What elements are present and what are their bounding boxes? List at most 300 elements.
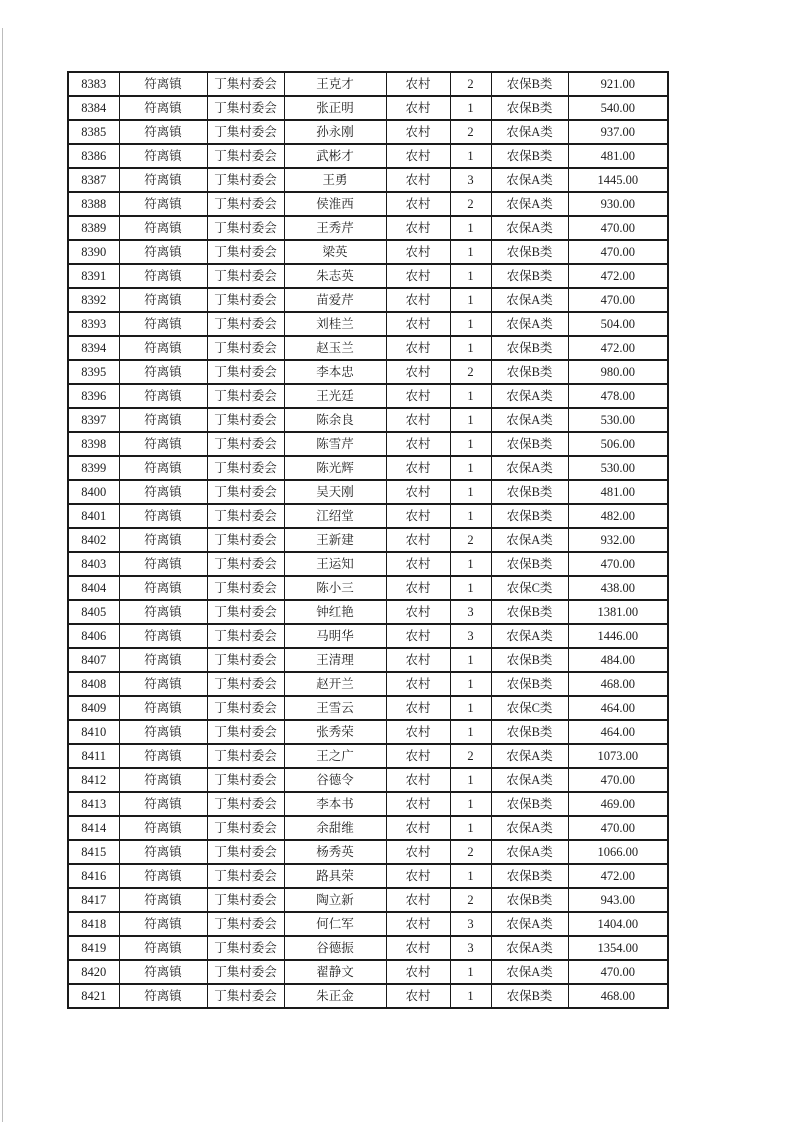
cell-serial-number: 8389	[68, 216, 119, 240]
cell-village-committee: 丁集村委会	[207, 168, 284, 192]
cell-village-committee: 丁集村委会	[207, 888, 284, 912]
cell-person-name: 陈余良	[284, 408, 386, 432]
cell-amount: 468.00	[568, 984, 668, 1008]
cell-serial-number: 8391	[68, 264, 119, 288]
cell-person-count: 1	[450, 264, 491, 288]
cell-person-name: 余甜维	[284, 816, 386, 840]
cell-village-committee: 丁集村委会	[207, 264, 284, 288]
cell-person-name: 王清理	[284, 648, 386, 672]
cell-town: 符离镇	[119, 528, 207, 552]
cell-household-type: 农村	[386, 744, 450, 768]
cell-insurance-class: 农保A类	[491, 456, 568, 480]
cell-village-committee: 丁集村委会	[207, 696, 284, 720]
cell-person-count: 1	[450, 480, 491, 504]
cell-village-committee: 丁集村委会	[207, 96, 284, 120]
cell-person-count: 1	[450, 984, 491, 1008]
cell-amount: 506.00	[568, 432, 668, 456]
cell-person-count: 2	[450, 528, 491, 552]
cell-person-name: 王勇	[284, 168, 386, 192]
cell-town: 符离镇	[119, 384, 207, 408]
cell-person-count: 1	[450, 432, 491, 456]
cell-town: 符离镇	[119, 120, 207, 144]
cell-village-committee: 丁集村委会	[207, 984, 284, 1008]
cell-insurance-class: 农保A类	[491, 624, 568, 648]
cell-person-count: 2	[450, 72, 491, 96]
cell-person-name: 侯淮西	[284, 192, 386, 216]
cell-insurance-class: 农保A类	[491, 408, 568, 432]
table-row	[68, 552, 668, 576]
cell-town: 符离镇	[119, 312, 207, 336]
cell-insurance-class: 农保B类	[491, 720, 568, 744]
cell-insurance-class: 农保B类	[491, 864, 568, 888]
cell-village-committee: 丁集村委会	[207, 528, 284, 552]
cell-household-type: 农村	[386, 144, 450, 168]
cell-insurance-class: 农保B类	[491, 72, 568, 96]
table-row	[68, 192, 668, 216]
cell-serial-number: 8402	[68, 528, 119, 552]
cell-town: 符离镇	[119, 264, 207, 288]
cell-town: 符离镇	[119, 720, 207, 744]
cell-household-type: 农村	[386, 552, 450, 576]
cell-amount: 470.00	[568, 960, 668, 984]
cell-amount: 470.00	[568, 768, 668, 792]
cell-insurance-class: 农保B类	[491, 264, 568, 288]
data-table	[67, 71, 669, 1009]
cell-insurance-class: 农保B类	[491, 672, 568, 696]
cell-person-count: 1	[450, 312, 491, 336]
cell-serial-number: 8415	[68, 840, 119, 864]
cell-village-committee: 丁集村委会	[207, 432, 284, 456]
cell-household-type: 农村	[386, 360, 450, 384]
cell-amount: 472.00	[568, 336, 668, 360]
table-row	[68, 576, 668, 600]
cell-insurance-class: 农保B类	[491, 648, 568, 672]
cell-person-name: 何仁军	[284, 912, 386, 936]
cell-village-committee: 丁集村委会	[207, 480, 284, 504]
cell-person-name: 王雪云	[284, 696, 386, 720]
table-row	[68, 912, 668, 936]
cell-village-committee: 丁集村委会	[207, 600, 284, 624]
cell-amount: 1381.00	[568, 600, 668, 624]
cell-town: 符离镇	[119, 792, 207, 816]
cell-amount: 484.00	[568, 648, 668, 672]
cell-amount: 468.00	[568, 672, 668, 696]
cell-insurance-class: 农保B类	[491, 360, 568, 384]
cell-household-type: 农村	[386, 816, 450, 840]
cell-village-committee: 丁集村委会	[207, 288, 284, 312]
cell-household-type: 农村	[386, 312, 450, 336]
table-row	[68, 624, 668, 648]
cell-village-committee: 丁集村委会	[207, 720, 284, 744]
cell-amount: 932.00	[568, 528, 668, 552]
cell-serial-number: 8418	[68, 912, 119, 936]
table-row	[68, 144, 668, 168]
cell-insurance-class: 农保B类	[491, 336, 568, 360]
cell-town: 符离镇	[119, 480, 207, 504]
cell-insurance-class: 农保B类	[491, 96, 568, 120]
cell-insurance-class: 农保A类	[491, 936, 568, 960]
cell-town: 符离镇	[119, 984, 207, 1008]
cell-person-name: 张秀荣	[284, 720, 386, 744]
cell-village-committee: 丁集村委会	[207, 408, 284, 432]
cell-person-name: 路具荣	[284, 864, 386, 888]
cell-insurance-class: 农保A类	[491, 384, 568, 408]
cell-person-name: 朱正金	[284, 984, 386, 1008]
cell-person-count: 1	[450, 216, 491, 240]
cell-village-committee: 丁集村委会	[207, 336, 284, 360]
cell-serial-number: 8421	[68, 984, 119, 1008]
cell-insurance-class: 农保A类	[491, 168, 568, 192]
cell-amount: 470.00	[568, 216, 668, 240]
cell-household-type: 农村	[386, 120, 450, 144]
cell-serial-number: 8398	[68, 432, 119, 456]
cell-person-name: 谷德振	[284, 936, 386, 960]
cell-amount: 1445.00	[568, 168, 668, 192]
cell-town: 符离镇	[119, 672, 207, 696]
cell-amount: 504.00	[568, 312, 668, 336]
cell-amount: 530.00	[568, 408, 668, 432]
cell-serial-number: 8396	[68, 384, 119, 408]
cell-insurance-class: 农保A类	[491, 768, 568, 792]
cell-town: 符离镇	[119, 240, 207, 264]
table-row	[68, 648, 668, 672]
cell-town: 符离镇	[119, 912, 207, 936]
cell-village-committee: 丁集村委会	[207, 936, 284, 960]
cell-person-count: 1	[450, 240, 491, 264]
cell-insurance-class: 农保A类	[491, 840, 568, 864]
cell-household-type: 农村	[386, 528, 450, 552]
cell-person-name: 李本忠	[284, 360, 386, 384]
table-row	[68, 768, 668, 792]
cell-amount: 943.00	[568, 888, 668, 912]
cell-serial-number: 8394	[68, 336, 119, 360]
cell-household-type: 农村	[386, 792, 450, 816]
cell-household-type: 农村	[386, 408, 450, 432]
cell-village-committee: 丁集村委会	[207, 576, 284, 600]
cell-town: 符离镇	[119, 888, 207, 912]
table-row	[68, 120, 668, 144]
cell-town: 符离镇	[119, 432, 207, 456]
cell-person-count: 1	[450, 672, 491, 696]
cell-household-type: 农村	[386, 840, 450, 864]
cell-amount: 980.00	[568, 360, 668, 384]
cell-village-committee: 丁集村委会	[207, 456, 284, 480]
cell-serial-number: 8383	[68, 72, 119, 96]
cell-village-committee: 丁集村委会	[207, 192, 284, 216]
cell-person-count: 1	[450, 504, 491, 528]
cell-town: 符离镇	[119, 648, 207, 672]
table-row	[68, 312, 668, 336]
table-row	[68, 720, 668, 744]
table-row	[68, 672, 668, 696]
cell-amount: 540.00	[568, 96, 668, 120]
cell-person-name: 刘桂兰	[284, 312, 386, 336]
table-row	[68, 216, 668, 240]
cell-serial-number: 8399	[68, 456, 119, 480]
table-row	[68, 384, 668, 408]
cell-town: 符离镇	[119, 288, 207, 312]
cell-insurance-class: 农保B类	[491, 432, 568, 456]
cell-town: 符离镇	[119, 72, 207, 96]
cell-person-count: 3	[450, 168, 491, 192]
cell-person-name: 赵开兰	[284, 672, 386, 696]
cell-amount: 470.00	[568, 288, 668, 312]
cell-person-name: 孙永刚	[284, 120, 386, 144]
cell-amount: 1073.00	[568, 744, 668, 768]
table-row	[68, 816, 668, 840]
cell-amount: 930.00	[568, 192, 668, 216]
cell-person-count: 1	[450, 144, 491, 168]
cell-town: 符离镇	[119, 336, 207, 360]
cell-amount: 438.00	[568, 576, 668, 600]
cell-serial-number: 8412	[68, 768, 119, 792]
cell-town: 符离镇	[119, 624, 207, 648]
table-row	[68, 240, 668, 264]
cell-person-count: 1	[450, 456, 491, 480]
cell-town: 符离镇	[119, 216, 207, 240]
cell-serial-number: 8384	[68, 96, 119, 120]
cell-town: 符离镇	[119, 840, 207, 864]
cell-insurance-class: 农保B类	[491, 144, 568, 168]
cell-town: 符离镇	[119, 960, 207, 984]
cell-insurance-class: 农保B类	[491, 888, 568, 912]
cell-village-committee: 丁集村委会	[207, 816, 284, 840]
cell-person-name: 王秀芹	[284, 216, 386, 240]
cell-household-type: 农村	[386, 384, 450, 408]
cell-town: 符离镇	[119, 696, 207, 720]
cell-serial-number: 8414	[68, 816, 119, 840]
cell-insurance-class: 农保B类	[491, 552, 568, 576]
cell-insurance-class: 农保B类	[491, 240, 568, 264]
cell-person-name: 李本书	[284, 792, 386, 816]
cell-person-name: 王之广	[284, 744, 386, 768]
cell-village-committee: 丁集村委会	[207, 72, 284, 96]
cell-person-count: 2	[450, 192, 491, 216]
cell-person-name: 陈雪芹	[284, 432, 386, 456]
cell-person-count: 1	[450, 768, 491, 792]
cell-person-count: 1	[450, 408, 491, 432]
cell-town: 符离镇	[119, 768, 207, 792]
cell-household-type: 农村	[386, 696, 450, 720]
cell-town: 符离镇	[119, 168, 207, 192]
cell-insurance-class: 农保A类	[491, 216, 568, 240]
cell-person-count: 1	[450, 648, 491, 672]
cell-town: 符离镇	[119, 744, 207, 768]
cell-town: 符离镇	[119, 816, 207, 840]
cell-person-count: 1	[450, 576, 491, 600]
cell-insurance-class: 农保B类	[491, 504, 568, 528]
table-row	[68, 360, 668, 384]
cell-person-count: 1	[450, 720, 491, 744]
cell-person-count: 1	[450, 864, 491, 888]
cell-household-type: 农村	[386, 768, 450, 792]
cell-amount: 464.00	[568, 696, 668, 720]
cell-amount: 481.00	[568, 144, 668, 168]
cell-person-count: 3	[450, 936, 491, 960]
cell-person-name: 杨秀英	[284, 840, 386, 864]
cell-serial-number: 8406	[68, 624, 119, 648]
table-row	[68, 840, 668, 864]
cell-person-name: 王光廷	[284, 384, 386, 408]
cell-person-count: 2	[450, 120, 491, 144]
cell-insurance-class: 农保A类	[491, 744, 568, 768]
cell-serial-number: 8400	[68, 480, 119, 504]
table-row	[68, 336, 668, 360]
table-row	[68, 432, 668, 456]
cell-person-name: 吴天刚	[284, 480, 386, 504]
cell-person-name: 陈小三	[284, 576, 386, 600]
cell-town: 符离镇	[119, 504, 207, 528]
cell-household-type: 农村	[386, 264, 450, 288]
cell-person-count: 2	[450, 840, 491, 864]
cell-town: 符离镇	[119, 96, 207, 120]
table-row	[68, 696, 668, 720]
cell-town: 符离镇	[119, 408, 207, 432]
cell-person-name: 梁英	[284, 240, 386, 264]
cell-person-count: 3	[450, 912, 491, 936]
cell-serial-number: 8386	[68, 144, 119, 168]
cell-serial-number: 8387	[68, 168, 119, 192]
cell-household-type: 农村	[386, 888, 450, 912]
table-row	[68, 264, 668, 288]
cell-person-count: 1	[450, 336, 491, 360]
cell-village-committee: 丁集村委会	[207, 312, 284, 336]
cell-serial-number: 8388	[68, 192, 119, 216]
cell-household-type: 农村	[386, 432, 450, 456]
cell-household-type: 农村	[386, 216, 450, 240]
cell-amount: 481.00	[568, 480, 668, 504]
cell-amount: 464.00	[568, 720, 668, 744]
cell-person-name: 谷德令	[284, 768, 386, 792]
table-row	[68, 456, 668, 480]
cell-town: 符离镇	[119, 144, 207, 168]
cell-town: 符离镇	[119, 600, 207, 624]
table-row	[68, 888, 668, 912]
cell-household-type: 农村	[386, 624, 450, 648]
table-row	[68, 744, 668, 768]
cell-household-type: 农村	[386, 456, 450, 480]
cell-person-name: 王新建	[284, 528, 386, 552]
table-row	[68, 600, 668, 624]
cell-person-count: 3	[450, 624, 491, 648]
cell-village-committee: 丁集村委会	[207, 960, 284, 984]
cell-village-committee: 丁集村委会	[207, 360, 284, 384]
cell-serial-number: 8411	[68, 744, 119, 768]
cell-village-committee: 丁集村委会	[207, 144, 284, 168]
cell-person-name: 马明华	[284, 624, 386, 648]
cell-insurance-class: 农保A类	[491, 120, 568, 144]
cell-village-committee: 丁集村委会	[207, 672, 284, 696]
cell-household-type: 农村	[386, 912, 450, 936]
cell-serial-number: 8395	[68, 360, 119, 384]
cell-village-committee: 丁集村委会	[207, 240, 284, 264]
cell-village-committee: 丁集村委会	[207, 864, 284, 888]
cell-village-committee: 丁集村委会	[207, 624, 284, 648]
cell-person-name: 江绍堂	[284, 504, 386, 528]
cell-village-committee: 丁集村委会	[207, 792, 284, 816]
cell-household-type: 农村	[386, 576, 450, 600]
page-edge-line	[2, 28, 3, 1122]
cell-person-count: 1	[450, 792, 491, 816]
cell-household-type: 农村	[386, 240, 450, 264]
cell-person-count: 2	[450, 888, 491, 912]
cell-person-count: 1	[450, 552, 491, 576]
cell-household-type: 农村	[386, 720, 450, 744]
cell-serial-number: 8404	[68, 576, 119, 600]
cell-amount: 472.00	[568, 264, 668, 288]
cell-serial-number: 8392	[68, 288, 119, 312]
cell-amount: 1446.00	[568, 624, 668, 648]
table-row	[68, 792, 668, 816]
cell-town: 符离镇	[119, 936, 207, 960]
cell-household-type: 农村	[386, 336, 450, 360]
cell-village-committee: 丁集村委会	[207, 840, 284, 864]
cell-serial-number: 8410	[68, 720, 119, 744]
cell-serial-number: 8409	[68, 696, 119, 720]
cell-person-count: 1	[450, 384, 491, 408]
cell-serial-number: 8408	[68, 672, 119, 696]
cell-amount: 530.00	[568, 456, 668, 480]
cell-village-committee: 丁集村委会	[207, 648, 284, 672]
cell-serial-number: 8407	[68, 648, 119, 672]
table-row	[68, 72, 668, 96]
table-body	[68, 72, 668, 1008]
cell-insurance-class: 农保C类	[491, 576, 568, 600]
table-row	[68, 960, 668, 984]
cell-town: 符离镇	[119, 576, 207, 600]
cell-household-type: 农村	[386, 288, 450, 312]
cell-household-type: 农村	[386, 600, 450, 624]
cell-person-name: 赵玉兰	[284, 336, 386, 360]
cell-person-name: 陶立新	[284, 888, 386, 912]
cell-amount: 1354.00	[568, 936, 668, 960]
cell-household-type: 农村	[386, 96, 450, 120]
table-row	[68, 864, 668, 888]
cell-person-count: 2	[450, 360, 491, 384]
cell-insurance-class: 农保B类	[491, 792, 568, 816]
cell-household-type: 农村	[386, 504, 450, 528]
cell-village-committee: 丁集村委会	[207, 768, 284, 792]
cell-person-count: 3	[450, 600, 491, 624]
cell-household-type: 农村	[386, 480, 450, 504]
cell-person-name: 张正明	[284, 96, 386, 120]
cell-serial-number: 8385	[68, 120, 119, 144]
cell-amount: 478.00	[568, 384, 668, 408]
cell-serial-number: 8397	[68, 408, 119, 432]
table-row	[68, 408, 668, 432]
cell-household-type: 农村	[386, 648, 450, 672]
cell-household-type: 农村	[386, 168, 450, 192]
cell-insurance-class: 农保A类	[491, 288, 568, 312]
cell-amount: 921.00	[568, 72, 668, 96]
cell-serial-number: 8405	[68, 600, 119, 624]
cell-village-committee: 丁集村委会	[207, 912, 284, 936]
cell-insurance-class: 农保C类	[491, 696, 568, 720]
cell-town: 符离镇	[119, 456, 207, 480]
cell-person-count: 1	[450, 288, 491, 312]
cell-person-count: 1	[450, 96, 491, 120]
cell-amount: 470.00	[568, 240, 668, 264]
cell-serial-number: 8416	[68, 864, 119, 888]
table-row	[68, 288, 668, 312]
cell-serial-number: 8401	[68, 504, 119, 528]
cell-household-type: 农村	[386, 192, 450, 216]
cell-household-type: 农村	[386, 672, 450, 696]
cell-household-type: 农村	[386, 984, 450, 1008]
cell-insurance-class: 农保A类	[491, 528, 568, 552]
cell-household-type: 农村	[386, 864, 450, 888]
table-row	[68, 480, 668, 504]
